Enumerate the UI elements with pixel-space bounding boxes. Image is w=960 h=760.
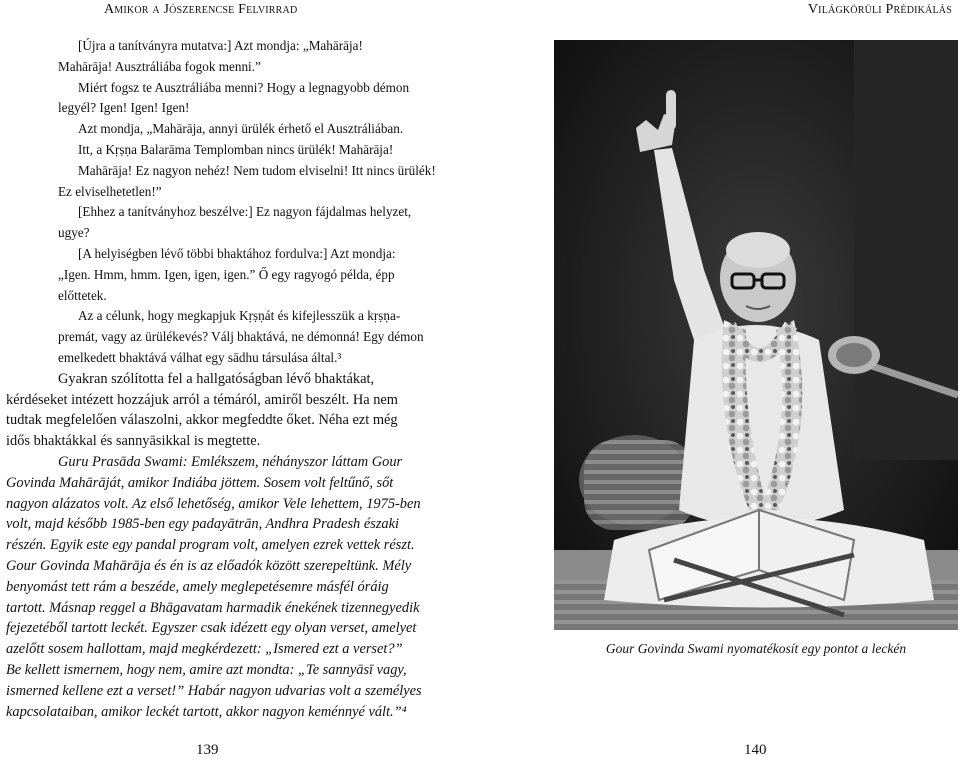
text-line: Gyakran szólította fel a hallgatóságban lévő bhaktákat, (58, 370, 375, 387)
text-line: Miért fogsz te Ausztráliába menni? Hogy a legnagyobb démon (78, 79, 410, 95)
text-line: ismerned kellene ezt a verset!” Habár nagyon udvarias volt a személyes (6, 682, 422, 699)
text-line: Be kellett ismernem, hogy nem, amire azt mondta: „Te sannyāsī vagy, (6, 661, 407, 678)
text-line: [Ehhez a tanítványhoz beszélve:] Ez nagyon fájdalmas helyzet, (78, 204, 412, 220)
text-line: Mahārāja! Ausztráliába fogok menni.” (58, 58, 261, 74)
photo (554, 40, 958, 630)
text-line: volt, majd később 1985-ben egy padayātrān, Andhra Pradesh északi (6, 516, 400, 533)
text-line: Ez elviselhetetlen!” (58, 183, 162, 199)
body-text (6, 36, 446, 722)
page-number-right: 140 (744, 742, 767, 758)
text-line: Itt, a Kṛṣṇa Balarāma Templomban nincs ürülék! Mahārāja! (78, 141, 394, 157)
page-number-left: 139 (196, 742, 219, 758)
right-page (480, 0, 960, 760)
text-line: Mahārāja! Ez nagyon nehéz! Nem tudom elviselni! Itt nincs ürülék! (78, 162, 436, 178)
text-line: kapcsolataiban, amikor leckét tartott, akkor nagyon keménnyé vált.”⁴ (6, 703, 407, 720)
text-line: fejezetéből tartott leckét. Egyszer csak idézett egy olyan verset, amelyet (6, 620, 417, 637)
text-line: [Újra a tanítványra mutatva:] Azt mondja: „Mahārāja! (78, 38, 363, 53)
running-head-right: Világkörüli Prédikálás (807, 2, 952, 17)
text-line: premát, vagy az ürülékevés? Válj bhaktává, ne démonná! Egy démon (58, 329, 424, 345)
text-line: „Igen. Hmm, hmm. Igen, igen, igen.” Ő egy ragyogó példa, épp (58, 266, 395, 282)
text-line: legyél? Igen! Igen! Igen! (58, 100, 190, 116)
text-line: Azt mondja, „Mahārāja, annyi ürülék érhető el Ausztráliában. (78, 121, 404, 137)
text-line: Guru Prasāda Swami: Emlékszem, néhányszor láttam Gour (58, 453, 403, 470)
photo-caption: Gour Govinda Swami nyomatékosít egy pontot a leckén (605, 641, 907, 656)
text-line: idős bhaktákkal és sannyāsikkal is megtette. (6, 433, 261, 450)
text-line: tartott. Másnap reggel a Bhāgavatam harmadik énekének tizennegyedik (6, 599, 420, 616)
text-line: részén. Egyik este egy pandal program volt, amelyen ezrek vettek részt. (6, 537, 415, 554)
text-line: azelőtt sosem hallottam, majd megkérdezett: „Ismered ezt a verset?” (6, 641, 403, 658)
text-line: ugye? (58, 225, 90, 241)
text-line: nagyon alázatos volt. Az első lehetőség, amikor Vele lehettem, 1975-ben (6, 495, 421, 512)
text-line: emelkedett bhaktává válhat egy sādhu társulása által.³ (58, 349, 342, 365)
text-line: Govinda Mahārāját, amikor Indiába jöttem. Sosem volt feltűnő, sőt (6, 474, 394, 491)
text-line: előttetek. (58, 287, 107, 303)
text-line: kérdéseket intézett hozzájuk arról a témáról, amiről beszélt. Ha nem (6, 391, 398, 408)
running-head-left: Amikor a Jószerencse Felvirrad (104, 2, 298, 17)
text-line: tudtak megfelelően válaszolni, akkor megfeddte őket. Néha ezt még (6, 412, 398, 429)
photo-swami-icon (554, 40, 958, 630)
text-line: benyomást tett rám a beszéde, amely meglepetésemre másfél óráig (6, 578, 389, 595)
text-line: [A helyiségben lévő többi bhaktához fordulva:] Azt mondja: (78, 245, 396, 261)
text-line: Gour Govinda Mahārāja és én is az előadók között szerepeltünk. Mély (6, 557, 412, 574)
text-line: Az a célunk, hogy megkapjuk Kṛṣṇát és kifejlesszük a kṛṣṇa- (78, 308, 401, 324)
